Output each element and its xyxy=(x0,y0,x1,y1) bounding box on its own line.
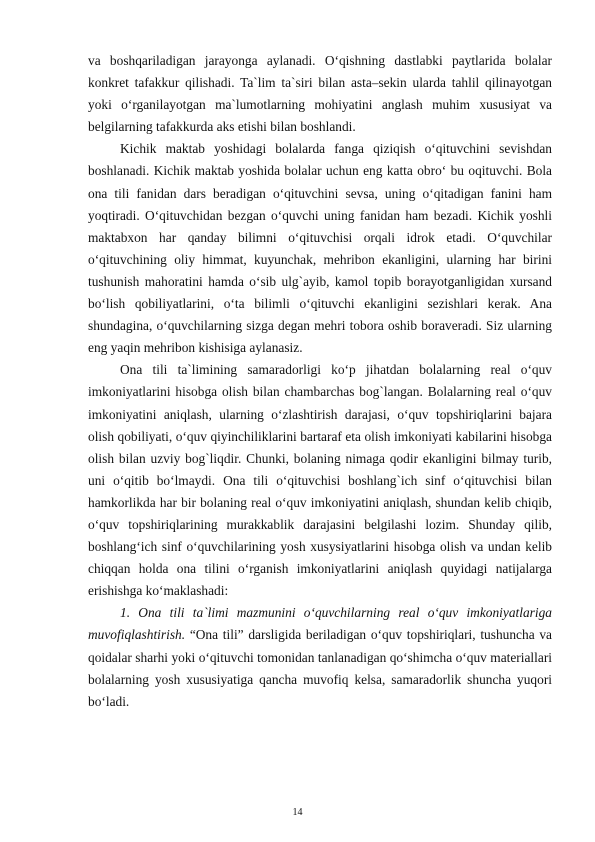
body-text xyxy=(88,50,552,713)
paragraph-learning-abilities: Ona tili ta`limining samaradorligi ko‘p jihatdan bolalarning real o‘quv imkoniyatlarini hisobga olish bilan chambarchas bog`langan. Bolalarning real o‘quv imkoniyatini aniqlash, ularning o‘zlashtirish darajasi, o‘quv topshiriqlarini bajara olish qobiliyati, o‘quv qiyinchiliklarini bartaraf eta olish imkoniyati kabilarini hisobga olish bilan uzviy bog`liqdir. Chunki, bolaning nimaga qodir ekanligini bilmay turib, uni o‘qitib bo‘lmaydi. Ona tili o‘qituvchisi boshlang`ich sinf o‘qituvchisi bilan hamkorlikda har bir bolaning real o‘quv imkoniyatini aniqlash, shundan kelib chiqib, o‘quv topshiriqlarining murakkablik darajasini belgilashi lozim. Shunday qilib, boshlang‘ich sinf o‘quvchilarining yosh xusysiyatlarini hisobga olish va undan kelib chiqqan holda ona tilini o‘rganish imkoniyatlarini aniqlash quyidagi natijalarga erishishga ko‘maklashadi: xyxy=(88,362,552,599)
point-1-heading: 1. Ona tili ta`limi mazmunini o‘quvchilarning real o‘quv imkoniyatlariga muvofiqlashtirish. xyxy=(88,605,552,643)
page-number: 14 xyxy=(292,807,303,818)
paragraph-point-1 xyxy=(88,602,552,712)
point-1-text: “Ona tili” darsligida beriladigan o‘quv topshiriqlari, tushuncha va qoidalar sharhi yoki o‘qituvchi tomonidan tanlanadigan qo‘shimcha o‘quv materiallari bolalarning yosh xususiyatiga qancha muvofiq kelsa, samaradorlik shuncha yuqori bo‘ladi. xyxy=(88,627,552,709)
paragraph-continuation: va boshqariladigan jarayonga aylanadi. O‘qishning dastlabki paytlarida bolalar konkret tafakkur qilishadi. Ta`lim ta`siri bilan asta–sekin ularda tahlil qilinayotgan yoki o‘rganilayotgan ma`lumotlarning mohiyatini anglash muhim xususiyat va belgilarning tafakkurda aks etishi bilan boshlandi. xyxy=(88,53,552,135)
paragraph-teacher-love: Kichik maktab yoshidagi bolalarda fanga qiziqish o‘qituvchini sevishdan boshlanadi. Kichik maktab yoshida bolalar uchun eng katta obro‘ bu oqituvchi. Bola ona tili fanidan dars beradigan o‘qituvchini sevsa, uning o‘qitadigan fanini ham yoqtiradi. O‘qituvchidan bezgan o‘quvchi uning fanidan ham bezadi. Kichik yoshli maktabxon har qanday bilimni o‘qituvchisi orqali idrok etadi. O‘quvchilar o‘qituvchining oliy himmat, kuyunchak, mehribon ekanligini, ularning har birini tushunish mahoratini hamda o‘sib ulg`ayib, kamol topib borayotganligidan xursand bo‘lish qobiliyatlarini, o‘ta bilimli o‘qituvchi ekanligini sezishlari kerak. Ana shundagina, o‘quvchilarning sizga degan mehri tobora oshib boraveradi. Siz ularning eng yaqin mehribon kishisiga aylanasiz. xyxy=(88,141,552,356)
